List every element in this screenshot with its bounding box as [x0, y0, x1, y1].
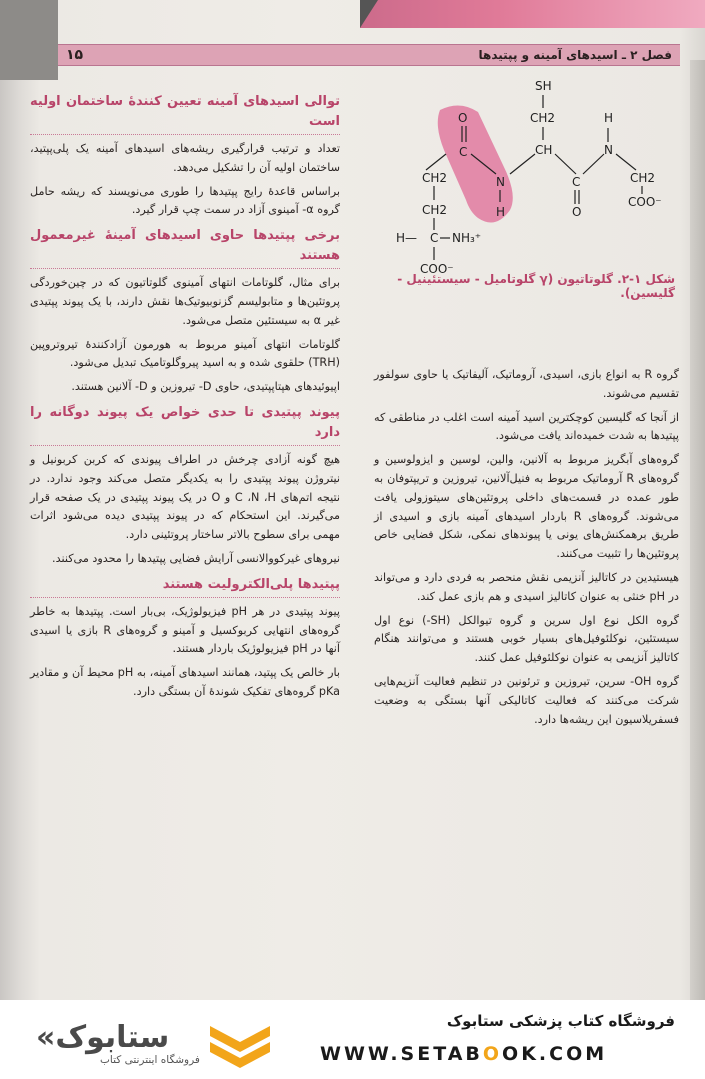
atom-ch2: CH2 — [630, 171, 656, 185]
paragraph: نیروهای غیرکووالانسی آرایش فضایی پپتیدها را محدود می‌کنند. — [52, 551, 340, 565]
paragraph: هیچ گونه آزادی چرخش در اطراف پیوندی که کربن کربونیل و نیتروژن پیوند پپتیدی را به یکدیگر متصل می‌کند وجود ندارد. در نتیجه اتم‌های C ،N ،H و O در یک پیوند پپتیدی در یک صفحه قرار می‌گیرند. این استحکام که در پیوند پپتیدی دیده می‌شود اثرات مهمی برای سطوح بالاتر ساختار پروتئینی دارد. — [30, 452, 341, 542]
atom-n: N — [496, 175, 505, 189]
atom-c: C — [430, 231, 439, 245]
store-name: فروشگاه کتاب پزشکی ستابوک — [446, 1012, 675, 1030]
pink-top-band — [360, 0, 705, 28]
figure-caption: شکل ۱-۲. گلوتاتیون (γ گلوتامیل - سیستئینیل - گلیسین). — [397, 272, 675, 300]
paragraph: از آنجا که گلیسین کوچکترین اسید آمینه است اغلب در مناطقی که پپتیدها به شدت خمیده‌اند یافت می‌شود. — [374, 410, 679, 443]
atom-sh: SH — [535, 79, 552, 93]
glutathione-structure-diagram — [378, 70, 683, 300]
book-chevron-icon — [204, 1020, 276, 1072]
section-heading-unusual-amino-acids: برخی پپتیدها حاوی اسیدهای آمینهٔ غیرمعمول هستند — [30, 226, 340, 269]
url-highlight-letter: O — [482, 1043, 503, 1065]
atom-ch2: CH2 — [422, 203, 448, 217]
logo-wordmark: «ستابوک — [36, 1020, 170, 1055]
atom-h-left: H— — [396, 231, 418, 245]
paragraph: گروه OH- سرین، تیروزین و ترئونین در تنظیم فعالیت آنزیم‌هایی شرکت می‌کنند که فعالیت کاتالیکی آنها بستگی به وضعیت فسفریلاسیون این ریشه‌ها دارد. — [374, 674, 679, 726]
atom-nh3: NH₃⁺ — [452, 231, 482, 245]
paragraph: گلوتامات انتهای آمینو مربوط به هورمون آزادکنندهٔ تیروتروپین (TRH) حلقوی شده و به اسید پیروگلوتامیک تبدیل می‌شود. — [30, 337, 340, 370]
atom-o: O — [572, 205, 582, 219]
store-url-link[interactable] — [320, 1043, 607, 1065]
atom-h: H — [604, 111, 614, 125]
atom-ch: CH — [535, 143, 553, 157]
section-heading-primary-structure: توالی اسیدهای آمینه تعیین کنندهٔ ساختمان اولیه است — [30, 92, 340, 135]
logo-subtitle: فروشگاه اینترنتی کتاب — [100, 1054, 200, 1066]
paragraph: پیوند پپتیدی در هر pH فیزیولوژیک، بی‌بار است. پپتیدها به خاطر گروه‌های انتهایی کربوکسیل و آمینو و گروه‌های R بازی یا اسیدی آنها در pH فیزیولوژیک باردار هستند. — [30, 604, 340, 656]
paragraph: براساس قاعدهٔ رایج پپتیدها را طوری می‌نویسند که ریشه حامل گروه α- آمینوی آزاد در سمت چپ قرار گیرد. — [30, 184, 340, 217]
chapter-title: فصل ۲ ـ اسیدهای آمینه و پپتیدها — [478, 48, 672, 62]
atom-o: O — [458, 111, 468, 125]
page-number: ۱۵ — [66, 47, 84, 63]
paragraph: تعداد و ترتیب قرارگیری ریشه‌های اسیدهای آمینه یک پلی‌پپتید، ساختمان اولیه آن را تشکیل می‌دهد. — [30, 142, 340, 174]
section-heading-polyelectrolytes: پپتیدها پلی‌الکترولیت هستند — [30, 575, 340, 598]
paragraph: برای مثال، گلوتامات انتهای آمینوی گلوتاتیون که در چین‌خوردگی پروتئین‌ها و متابولیسم گزنوبیوتیک‌ها نقش دارند، با یک پیوند پپتیدی غیر α به سیستئین متصل می‌شود. — [30, 276, 340, 327]
section-heading-peptide-bond: پیوند پپتیدی تا حدی خواص یک پیوند دوگانه را دارد — [30, 403, 340, 446]
atom-coo: COO⁻ — [628, 195, 662, 209]
atom-ch2: CH2 — [530, 111, 556, 125]
paragraph: هیستیدین در کاتالیز آنزیمی نقش منحصر به فردی دارد و می‌تواند در pH خنثی به عنوان کاتالیز اسیدی و هم بازی عمل کند. — [374, 570, 679, 603]
paragraph: گروه الکل نوع اول سرین و گروه تیوالکل (SH-) نوع اول سیستئین، نوکلئوفیل‌های بسیار خوبی هستند و می‌توانند هنگام کاتالیز آنزیمی به عنوان نوکلئوفیل عمل کنند. — [374, 613, 679, 665]
url-part: WWW.SETAB — [320, 1043, 483, 1065]
paragraph: اپیوئیدهای هپتاپپتیدی، حاوی D- تیروزین و D- آلانین هستند. — [71, 380, 340, 394]
chapter-header-band — [58, 44, 680, 66]
url-part: OK.COM — [502, 1043, 608, 1065]
paragraph: گروه‌های آبگریز مربوط به آلانین، والین، لوسین و ایزولوسین و گروه‌های R آروماتیک مربوط به فنیل‌آلانین، تیروزین و تریپتوفان به طور عمده در قسمت‌های داخلی پروتئین‌های سیتوزولی یافت می‌شوند. گروه‌های R باردار اسیدهای آمینه بازی و اسیدی از طریق برهمکنش‌های یونی یا پیوندهای نمکی، شکل فضایی خاص پروتئین‌ها را تثبیت می‌کنند. — [374, 453, 679, 561]
atom-h: H — [496, 205, 506, 219]
atom-coo: COO⁻ — [420, 262, 454, 276]
paragraph: بار خالص یک پپتید، همانند اسیدهای آمینه، به pH محیط آن و مقادیر pKa گروه‌های تفکیک شوندهٔ آن بستگی دارد. — [30, 666, 340, 698]
atom-n: N — [604, 143, 613, 157]
dark-top-triangle — [360, 0, 378, 28]
right-text-column — [374, 366, 679, 734]
gray-corner-margin — [0, 0, 58, 80]
left-text-column — [30, 86, 340, 707]
atom-c: C — [459, 145, 468, 159]
paragraph: گروه R به انواع بازی، اسیدی، آروماتیک، آلیفاتیک یا حاوی سولفور تقسیم می‌شوند. — [374, 368, 679, 400]
atom-ch2: CH2 — [422, 171, 448, 185]
atom-c: C — [572, 175, 581, 189]
setabook-logo[interactable] — [36, 1020, 276, 1072]
book-spine-edge — [690, 60, 705, 1000]
